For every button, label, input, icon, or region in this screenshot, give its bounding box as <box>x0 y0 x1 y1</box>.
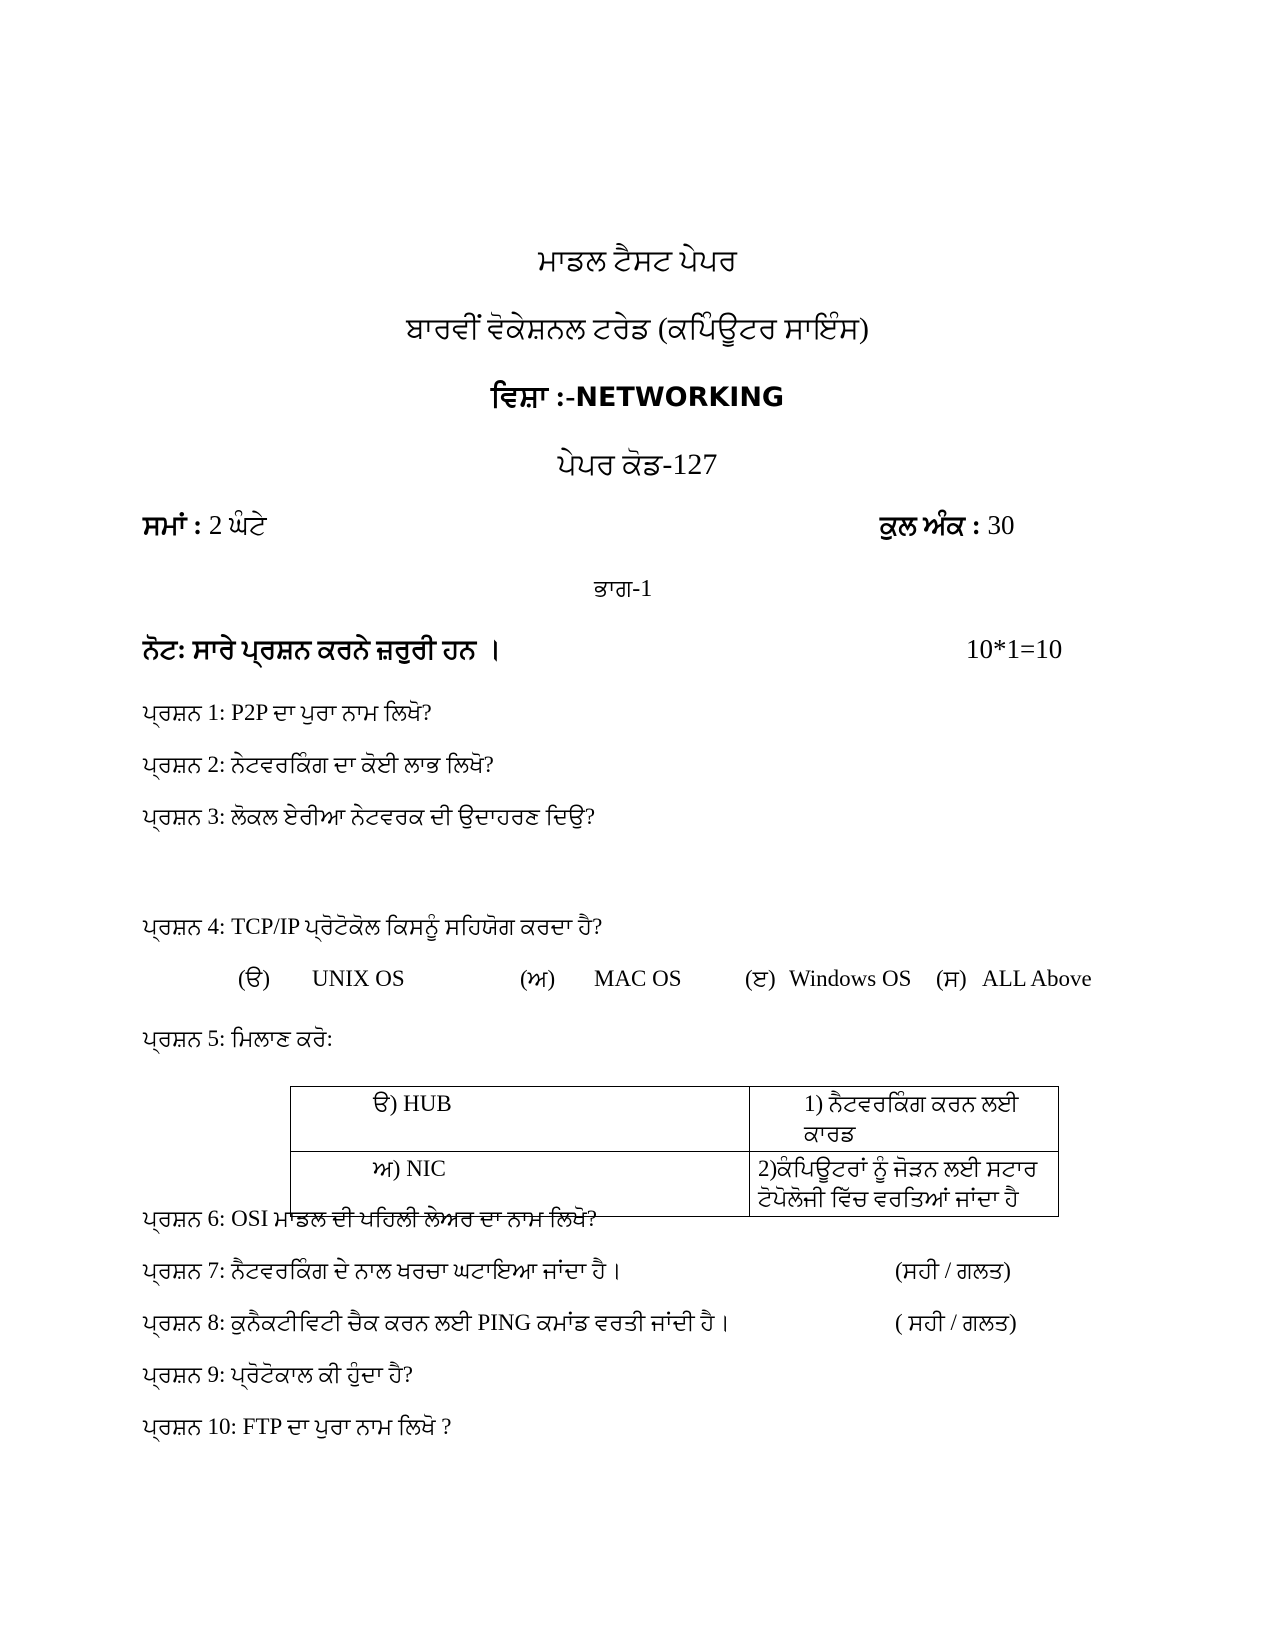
page-title: ਮਾਡਲ ਟੈਸਟ ਪੇਪਰ <box>538 244 737 277</box>
subject-heading <box>0 380 1275 414</box>
option-key-c: (ੲ) <box>745 966 776 991</box>
table-cell-right: 2)ਕੰਪਿਊਟਰਾਂ ਨੂੰ ਜੋੜਨ ਲਈ ਸਟਾਰ ਟੋਪੋਲੋਜੀ ਵਿੱਚ ਵਰਤਿਆਂ ਜਾਂਦਾ ਹੈ <box>750 1152 1059 1217</box>
marks-scheme: 10*1=10 <box>966 634 1063 664</box>
total-marks-info <box>880 510 1015 542</box>
question-3: ਪ੍ਰਸ਼ਨ 3: ਲੋਕਲ ਏਰੀਆ ਨੇਟਵਰਕ ਦੀ ਉਦਾਹਰਣ ਦਿਉ? <box>143 804 596 829</box>
marks-label: ਕੁਲ ਅੰਕ : <box>880 510 981 540</box>
question-9: ਪ੍ਰਸ਼ਨ 9: ਪ੍ਰੋਟੋਕਾਲ ਕੀ ਹੁੰਦਾ ਹੈ? <box>143 1362 413 1387</box>
question-4: ਪ੍ਰਸ਼ਨ 4: TCP/IP ਪ੍ਰੋਟੋਕੋਲ ਕਿਸਨੂੰ ਸਹਿਯੋਗ ਕਰਦਾ ਹੈ? <box>143 914 603 939</box>
subject-value: NETWORKING <box>575 382 785 413</box>
time-info <box>143 510 267 542</box>
section-name: ਭਾਗ-1 <box>594 576 653 602</box>
option-key-b: (ਅ) <box>520 966 556 991</box>
question-10: ਪ੍ਰਸ਼ਨ 10: FTP ਦਾ ਪੁਰਾ ਨਾਮ ਲਿਖੋ ? <box>143 1414 452 1439</box>
time-label: ਸਮਾਂ : <box>143 510 203 540</box>
question-8-choice: ( ਸਹੀ / ਗਲਤ) <box>895 1310 1017 1335</box>
option-key-d: (ਸ) <box>936 966 967 991</box>
class-trade-heading: ਬਾਰਵੀਂ ਵੋਕੇਸ਼ਨਲ ਟਰੇਡ (ਕਪਿੰਊਟਰ ਸਾਇੰਸ) <box>406 312 869 345</box>
table-cell-right: 1) ਨੈਟਵਰਕਿੰਗ ਕਰਨ ਲਈ ਕਾਰਡ <box>750 1087 1059 1152</box>
table-cell-left: ਅ) NIC <box>291 1152 750 1217</box>
instruction-note: ਨੋਟ: ਸਾਰੇ ਪ੍ਰਸ਼ਨ ਕਰਨੇ ਜ਼ਰੁਰੀ ਹਨ । <box>143 634 502 664</box>
option-text-b: MAC OS <box>594 966 682 991</box>
paper-code-heading: ਪੇਪਰ ਕੋਡ-127 <box>557 448 718 481</box>
option-text-c: Windows OS <box>789 966 912 991</box>
matching-table <box>290 1086 1059 1217</box>
question-5: ਪ੍ਰਸ਼ਨ 5: ਮਿਲਾਣ ਕਰੋ: <box>143 1026 333 1051</box>
marks-value: 30 <box>987 510 1015 540</box>
option-text-d: ALL Above <box>982 966 1092 991</box>
time-value: 2 ਘੰਟੇ <box>208 510 267 540</box>
question-1: ਪ੍ਰਸ਼ਨ 1: P2P ਦਾ ਪੁਰਾ ਨਾਮ ਲਿਖੋ? <box>143 700 432 725</box>
question-8: ਪ੍ਰਸ਼ਨ 8: ਕੁਨੈਕਟੀਵਿਟੀ ਚੈਕ ਕਰਨ ਲਈ PING ਕਮਾਂਡ ਵਰਤੀ ਜਾਂਦੀ ਹੈ। <box>143 1310 731 1335</box>
subject-label: ਵਿਸ਼ਾ :- <box>490 380 576 413</box>
question-2: ਪ੍ਰਸ਼ਨ 2: ਨੇਟਵਰਕਿੰਗ ਦਾ ਕੋਈ ਲਾਭ ਲਿਖੋ? <box>143 752 494 777</box>
table-cell-left: ੳ) HUB <box>291 1087 750 1152</box>
option-text-a: UNIX OS <box>312 966 405 991</box>
table-row <box>291 1087 1059 1152</box>
option-key-a: (ੳ) <box>238 966 271 991</box>
question-7: ਪ੍ਰਸ਼ਨ 7: ਨੈਟਵਰਕਿੰਗ ਦੇ ਨਾਲ ਖਰਚਾ ਘਟਾਇਆ ਜਾਂਦਾ ਹੈ। <box>143 1258 622 1283</box>
question-7-choice: (ਸਹੀ / ਗਲਤ) <box>895 1258 1011 1283</box>
question-6: ਪ੍ਰਸ਼ਨ 6: OSI ਮਾਡਲ ਦੀ ਪਹਿਲੀ ਲੇਅਰ ਦਾ ਨਾਮ ਲਿਖੋ? <box>143 1206 597 1231</box>
